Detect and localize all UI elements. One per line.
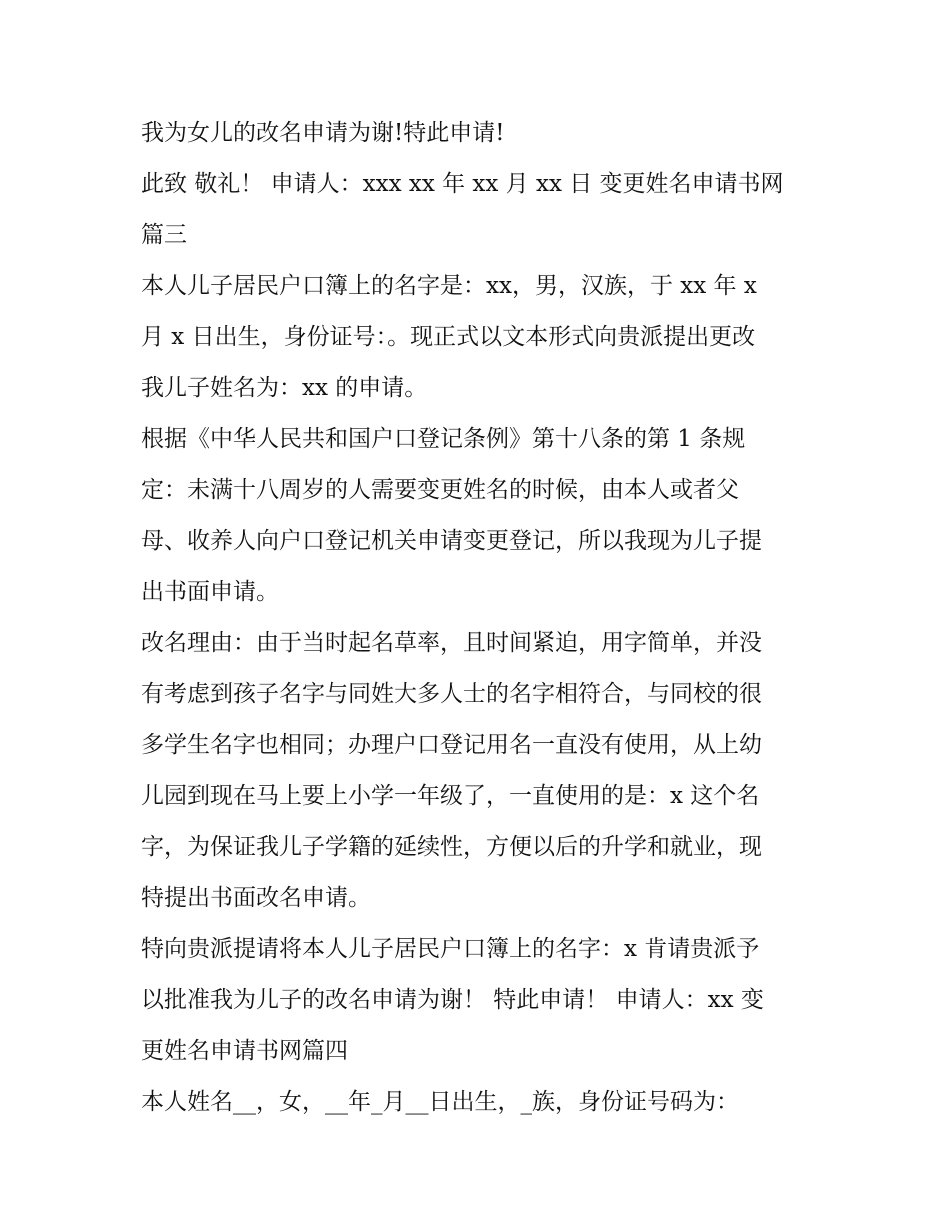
- text-line-20: 本人姓名__，女，__年_月__日出生，_族，身份证号码为：: [141, 1089, 739, 1115]
- text-line-2: 此致 敬礼！ 申请人：xxx xx 年 xx 月 xx 日 变更姓名申请书网: [141, 171, 784, 197]
- text-line-11: 改名理由：由于当时起名草率，且时间紧迫，用字简单，并没: [141, 630, 762, 656]
- text-line-7: 根据《中华人民共和国户口登记条例》第十八条的第 1 条规: [141, 426, 746, 452]
- text-line-18: 以批准我为儿子的改名申请为谢！ 特此申请！ 申请人：xx 变: [141, 987, 764, 1013]
- text-line-17: 特向贵派提请将本人儿子居民户口簿上的名字：x 肯请贵派予: [141, 936, 760, 962]
- text-line-13: 多学生名字也相同；办理户口登记用名一直没有使用，从上幼: [141, 732, 762, 758]
- text-line-3: 篇三: [141, 222, 187, 248]
- text-line-16: 特提出书面改名申请。: [141, 885, 371, 911]
- text-line-4: 本人儿子居民户口簿上的名字是：xx，男，汉族，于 xx 年 x: [141, 273, 757, 299]
- text-line-12: 有考虑到孩子名字与同姓大多人士的名字相符合，与同校的很: [141, 681, 762, 707]
- text-line-6: 我儿子姓名为：xx 的申请。: [141, 375, 428, 401]
- text-line-5: 月 x 日出生，身份证号：。现正式以文本形式向贵派提出更改: [141, 324, 756, 350]
- text-line-14: 儿园到现在马上要上小学一年级了，一直使用的是：x 这个名: [141, 783, 760, 809]
- document-body: [141, 108, 821, 1128]
- text-line-1: 我为女儿的改名申请为谢!特此申请!: [141, 120, 505, 146]
- text-line-10: 出书面申请。: [141, 579, 279, 605]
- text-line-19: 更姓名申请书网篇四: [141, 1038, 348, 1064]
- text-line-15: 字，为保证我儿子学籍的延续性，方便以后的升学和就业，现: [141, 834, 762, 860]
- text-line-8: 定：未满十八周岁的人需要变更姓名的时候，由本人或者父: [141, 477, 739, 503]
- text-line-9: 母、收养人向户口登记机关申请变更登记，所以我现为儿子提: [141, 528, 762, 554]
